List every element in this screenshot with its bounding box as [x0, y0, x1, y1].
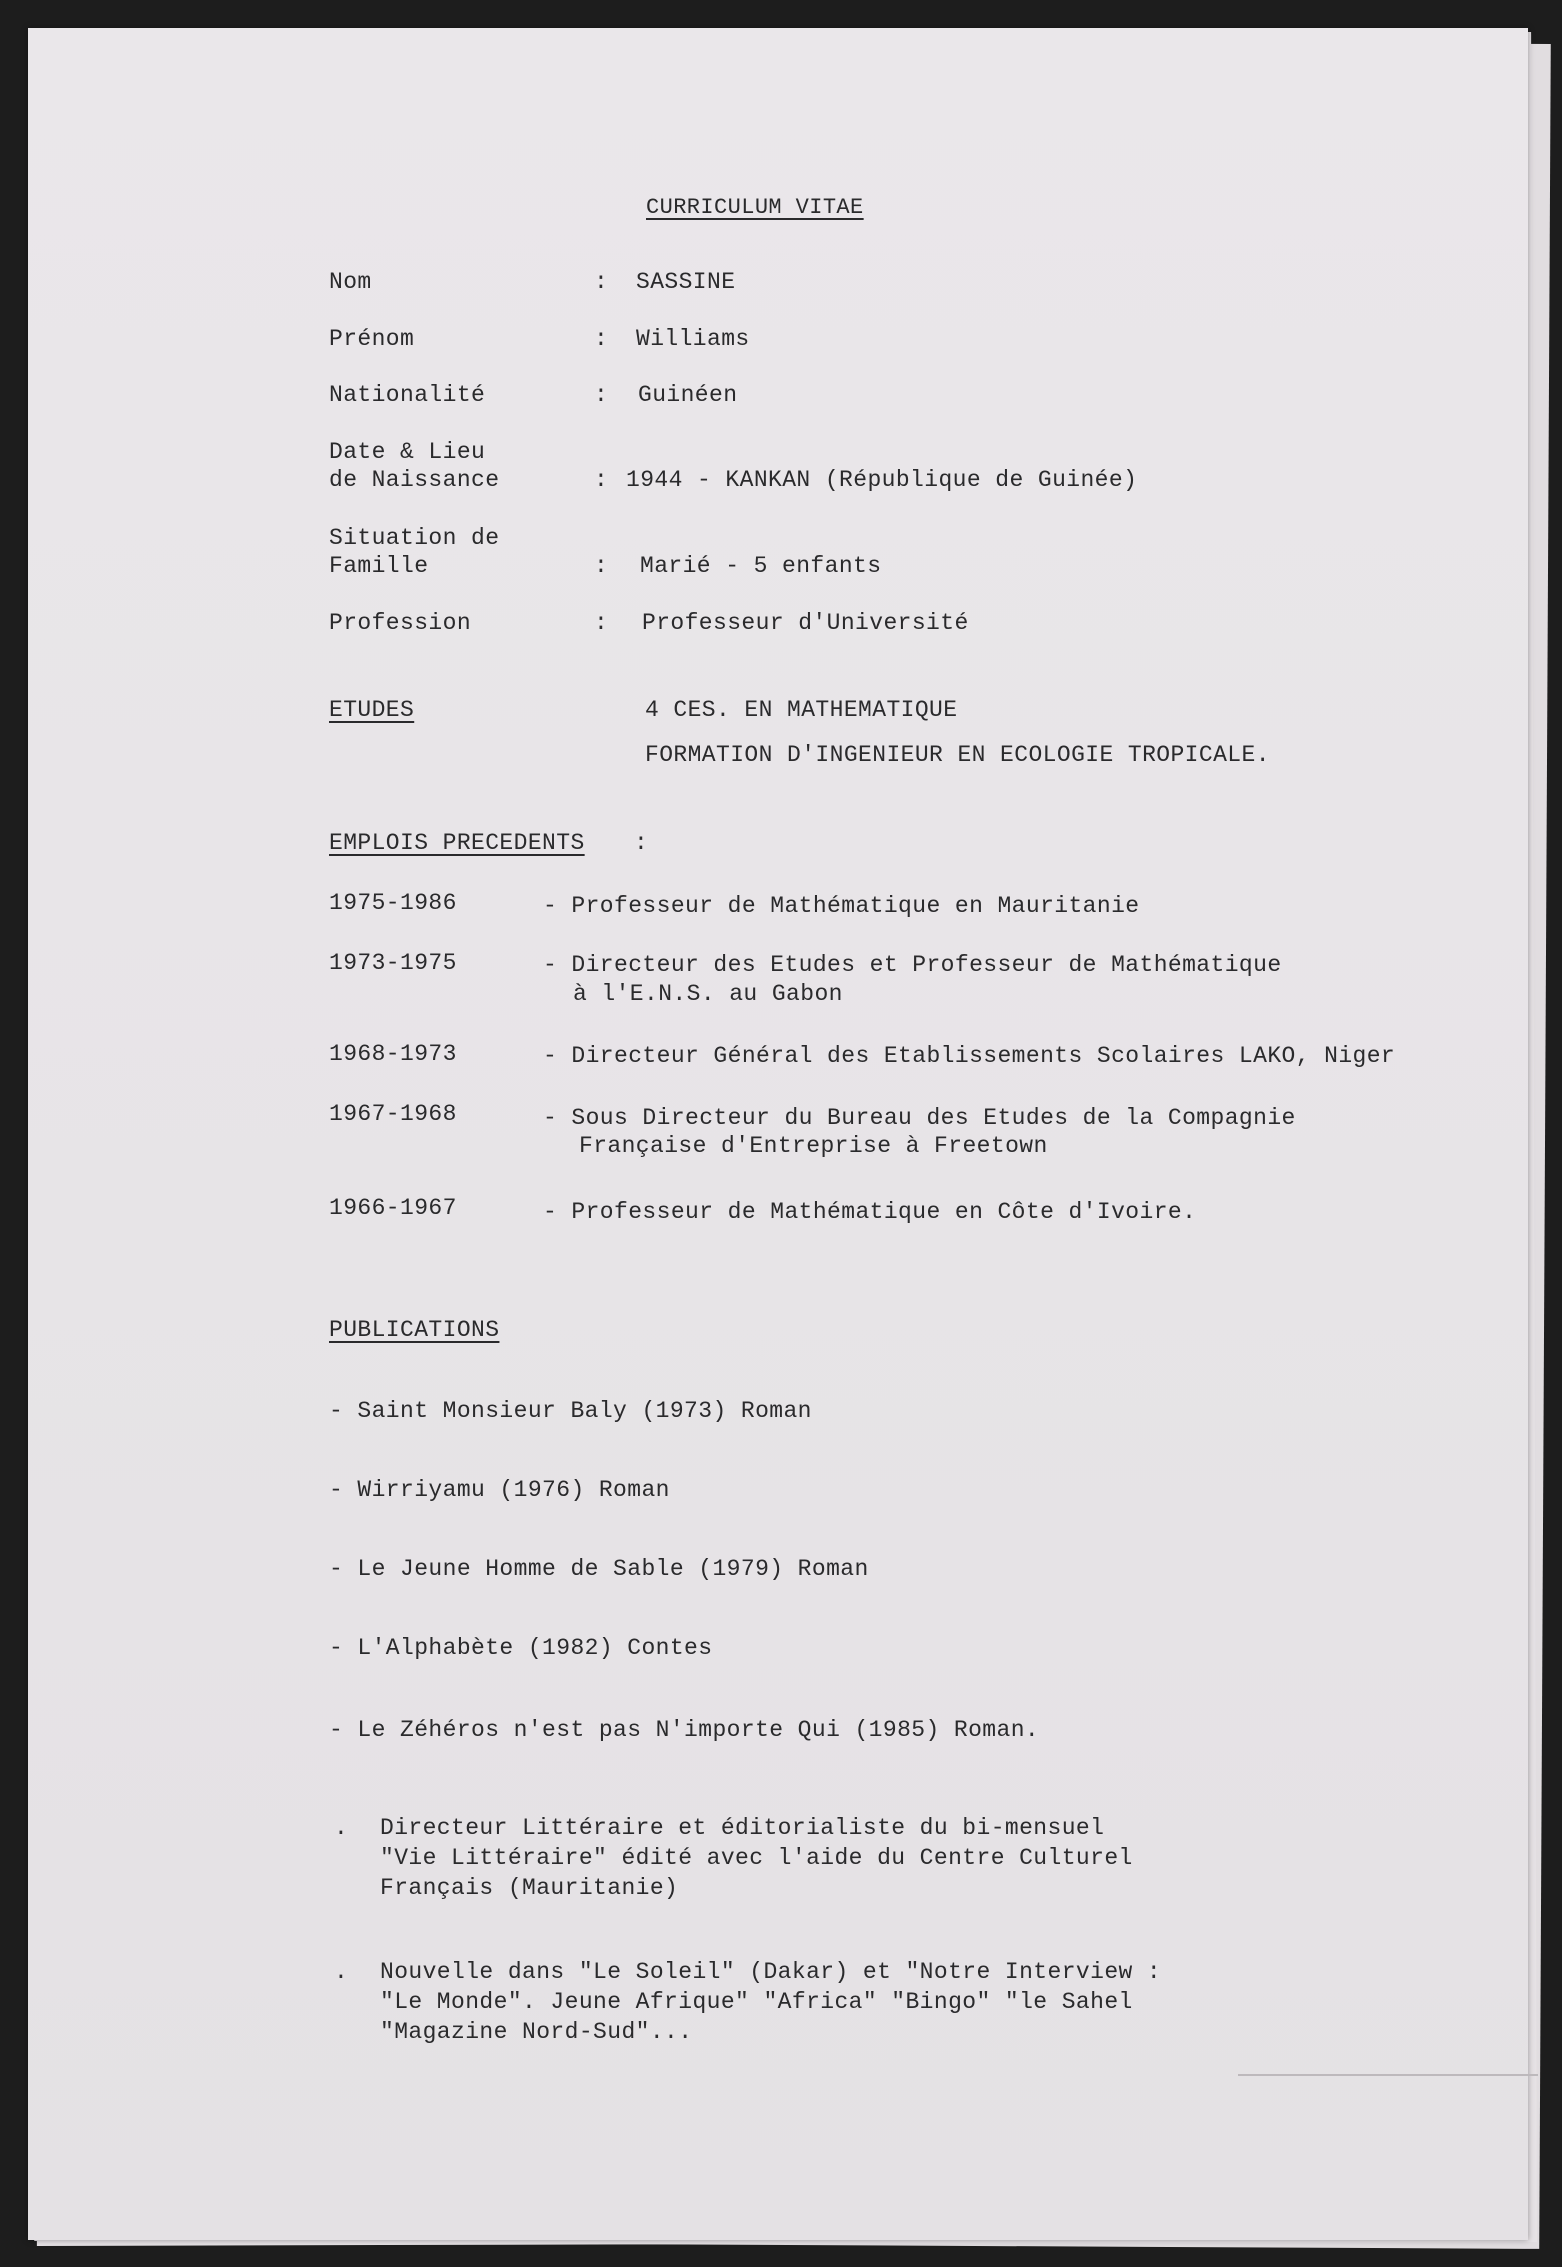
profession-label: Profession — [329, 610, 472, 636]
emploi-years: 1973-1975 — [329, 950, 457, 976]
prenom-label: Prénom — [329, 326, 415, 352]
emplois-heading: EMPLOIS PRECEDENTS — [329, 830, 585, 856]
bullet-text-line: "Vie Littéraire" édité avec l'aide du Centre Culturel — [380, 1845, 1133, 1871]
colon: : — [594, 326, 609, 352]
bullet-text-line: Français (Mauritanie) — [380, 1875, 679, 1901]
nationalite-label: Nationalité — [329, 382, 486, 408]
publication-item: - Le Zéhéros n'est pas N'importe Qui (1985) Roman. — [329, 1717, 1040, 1743]
prenom-value: Williams — [636, 326, 750, 352]
emploi-description: - Sous Directeur du Bureau des Etudes de la Compagnie — [543, 1105, 1296, 1131]
document-page — [28, 28, 1528, 2240]
colon: : — [594, 269, 609, 295]
nom-value: SASSINE — [636, 269, 736, 295]
emploi-years: 1968-1973 — [329, 1041, 457, 1067]
bullet-text-line: Directeur Littéraire et éditorialiste du bi-mensuel — [380, 1815, 1105, 1841]
emploi-description: - Professeur de Mathématique en Côte d'Ivoire. — [543, 1199, 1197, 1225]
situation-label-line1: Situation de — [329, 525, 500, 551]
situation-label-line2: Famille — [329, 553, 429, 579]
naissance-label-line2: de Naissance — [329, 467, 500, 493]
page-end-rule — [1238, 2074, 1538, 2076]
etudes-line: 4 CES. EN MATHEMATIQUE — [645, 697, 958, 723]
naissance-value: 1944 - KANKAN (République de Guinée) — [626, 467, 1138, 493]
bullet-text-line: "Le Monde". Jeune Afrique" "Africa" "Bingo" "le Sahel — [380, 1989, 1133, 2015]
emploi-years: 1975-1986 — [329, 890, 457, 916]
bullet-mark: . — [334, 1815, 349, 1841]
emploi-years: 1967-1968 — [329, 1101, 457, 1127]
nationalite-value: Guinéen — [638, 382, 738, 408]
emploi-years: 1966-1967 — [329, 1195, 457, 1221]
publication-item: - Saint Monsieur Baly (1973) Roman — [329, 1398, 812, 1424]
profession-value: Professeur d'Université — [642, 610, 969, 636]
publications-heading: PUBLICATIONS — [329, 1317, 500, 1343]
document-title: CURRICULUM VITAE — [646, 195, 864, 220]
emploi-description-cont: Française d'Entreprise à Freetown — [579, 1133, 1048, 1159]
emploi-description: - Professeur de Mathématique en Mauritanie — [543, 893, 1140, 919]
publication-item: - L'Alphabète (1982) Contes — [329, 1635, 713, 1661]
nom-label: Nom — [329, 269, 372, 295]
publication-item: - Wirriyamu (1976) Roman — [329, 1477, 670, 1503]
colon: : — [634, 830, 649, 856]
emploi-description-cont: à l'E.N.S. au Gabon — [573, 981, 843, 1007]
situation-value: Marié - 5 enfants — [640, 553, 882, 579]
naissance-label-line1: Date & Lieu — [329, 439, 486, 465]
publication-item: - Le Jeune Homme de Sable (1979) Roman — [329, 1556, 869, 1582]
bullet-mark: . — [334, 1959, 349, 1985]
bullet-text-line: Nouvelle dans "Le Soleil" (Dakar) et "Notre Interview : — [380, 1959, 1162, 1985]
colon: : — [594, 467, 609, 493]
etudes-heading: ETUDES — [329, 697, 415, 723]
colon: : — [594, 553, 609, 579]
emploi-description: - Directeur Général des Etablissements Scolaires LAKO, Niger — [543, 1043, 1396, 1069]
colon: : — [594, 382, 609, 408]
etudes-line: FORMATION D'INGENIEUR EN ECOLOGIE TROPICALE. — [645, 742, 1270, 768]
emploi-description: - Directeur des Etudes et Professeur de Mathématique — [543, 952, 1282, 978]
colon: : — [594, 610, 609, 636]
bullet-text-line: "Magazine Nord-Sud"... — [380, 2019, 693, 2045]
